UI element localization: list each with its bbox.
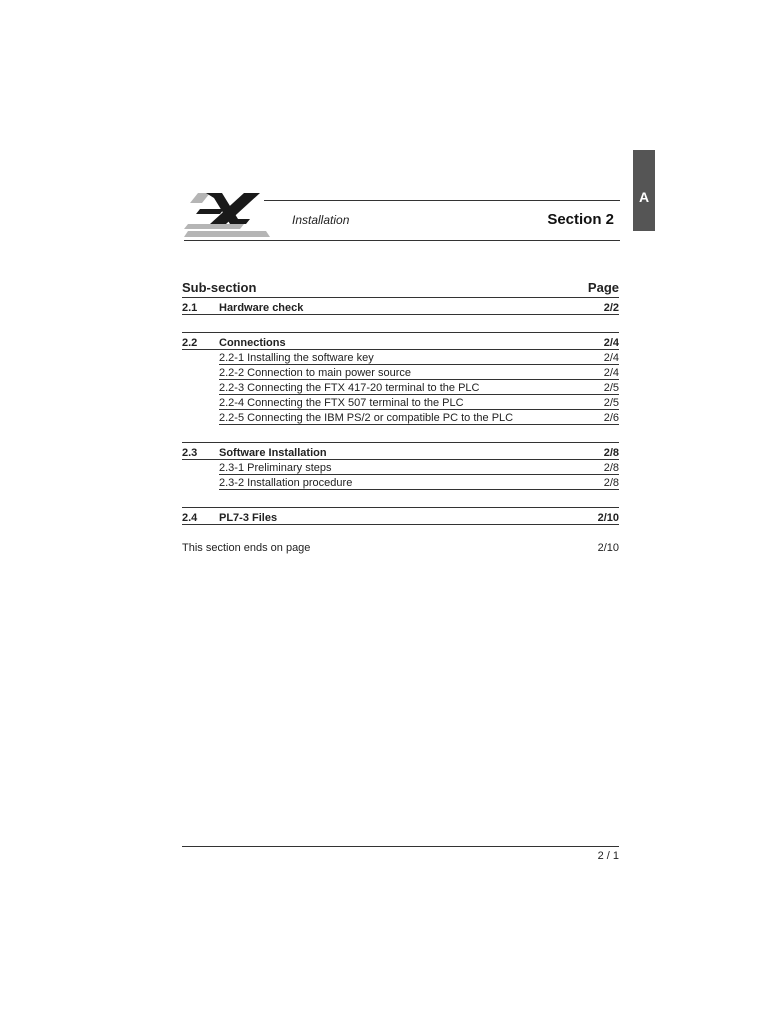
logo-x-bar [196,209,224,214]
toc-title: Connections [219,337,286,349]
section-tab-label: A [638,189,650,205]
toc-subrow[interactable] [219,350,619,365]
logo-stripe-top [190,193,210,203]
toc-page: 2/8 [603,477,619,489]
toc-num: 2.1 [182,302,198,314]
footer-page-number: 2 / 1 [597,850,619,862]
logo-stripe-mid [184,224,244,229]
toc-subtitle: 2.2-2 Connection to main power source [219,367,411,379]
toc-page: 2/5 [603,382,619,394]
section-tab [633,150,655,231]
toc-page: 2/10 [597,512,619,524]
toc-col-page: Page [587,280,619,295]
toc-subtitle: 2.3-1 Preliminary steps [219,462,332,474]
toc-page: 2/6 [603,412,619,424]
toc-subrow[interactable] [219,395,619,410]
toc-title: PL7-3 Files [219,512,278,524]
toc-col-subsection: Sub-section [182,280,257,295]
toc-subtitle: 2.2-4 Connecting the FTX 507 terminal to the PLC [219,397,464,409]
toc-subtitle: 2.3-2 Installation procedure [219,477,353,489]
toc-row[interactable] [182,443,619,460]
header-rule-top [264,200,620,201]
toc-page: 2/4 [603,337,619,349]
section-end-text: This section ends on page [182,542,311,554]
toc-num: 2.3 [182,447,198,459]
toc-subrow[interactable] [219,410,619,425]
toc-subrow[interactable] [219,380,619,395]
header-subtitle: Installation [292,213,350,227]
table-of-contents [182,279,619,554]
toc-group-2-4 [182,507,619,525]
section-end-page: 2/10 [597,542,619,554]
header-rule-bottom [184,240,620,241]
brand-logo-icon [184,191,270,239]
toc-subtitle: 2.2-3 Connecting the FTX 417-20 terminal to the PLC [219,382,480,394]
footer-rule [182,846,619,847]
toc-page: 2/8 [603,462,619,474]
toc-page: 2/8 [603,447,619,459]
toc-subrow[interactable] [219,475,619,490]
toc-group-2-3 [182,442,619,490]
toc-row[interactable] [182,298,619,315]
toc-group-2-1 [182,298,619,315]
toc-subrow[interactable] [219,365,619,380]
toc-row[interactable] [182,508,619,525]
toc-page: 2/4 [603,352,619,364]
toc-subrow[interactable] [219,460,619,475]
toc-group-2-2 [182,332,619,425]
toc-subtitle: 2.2-5 Connecting the IBM PS/2 or compatible PC to the PLC [219,412,514,424]
toc-header [182,279,619,298]
toc-title: Hardware check [219,302,304,314]
toc-page: 2/2 [603,302,619,314]
toc-row[interactable] [182,333,619,350]
toc-page: 2/4 [603,367,619,379]
toc-num: 2.2 [182,337,198,349]
section-title: Section 2 [547,211,614,228]
toc-title: Software Installation [219,447,327,459]
section-end-note [182,542,619,554]
toc-num: 2.4 [182,512,198,524]
toc-subtitle: 2.2-1 Installing the software key [219,352,374,364]
logo-stripe-bottom [184,231,270,237]
toc-page: 2/5 [603,397,619,409]
